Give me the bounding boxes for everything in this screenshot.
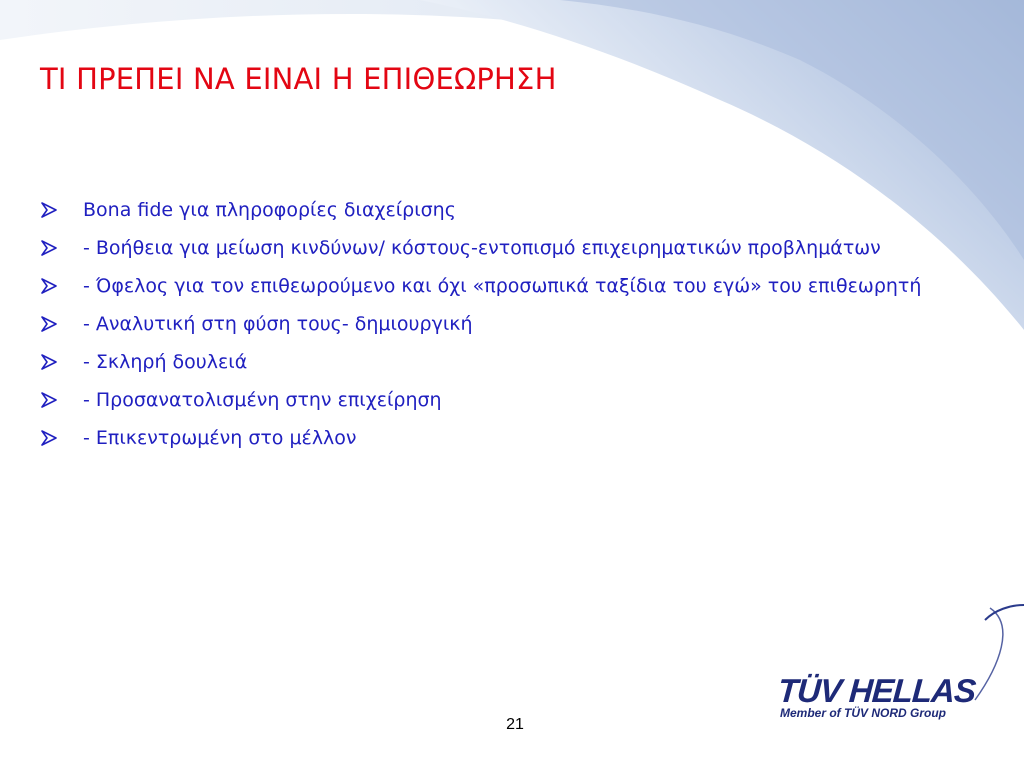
arrow-bullet-icon [40, 430, 58, 446]
bullet-list [40, 196, 980, 462]
list-item [40, 348, 980, 377]
list-item [40, 196, 980, 225]
arrow-bullet-icon [40, 316, 58, 332]
slide-title: ΤΙ ΠΡΕΠΕΙ ΝΑ ΕΙΝΑΙ Η ΕΠΙΘΕΩΡΗΣΗ [40, 62, 557, 96]
list-item [40, 424, 980, 453]
page-number: 21 [506, 716, 524, 733]
bullet-text: - Επικεντρωμένη στο μέλλον [83, 427, 357, 449]
arrow-bullet-icon [40, 392, 58, 408]
list-item [40, 272, 980, 301]
arrow-bullet-icon [40, 278, 58, 294]
bullet-text: - Σκληρή δουλειά [83, 351, 248, 373]
arrow-bullet-icon [40, 240, 58, 256]
bullet-text: - Όφελος για τον επιθεωρούμενο και όχι «προσωπικά ταξίδια του εγώ» του επιθεωρητή [83, 275, 922, 297]
arrow-bullet-icon [40, 354, 58, 370]
bullet-text: - Αναλυτική στη φύση τους- δημιουργική [83, 313, 473, 335]
list-item [40, 386, 980, 415]
tuv-hellas-logo [778, 672, 978, 724]
bullet-text: - Προσανατολισμένη στην επιχείρηση [83, 389, 442, 411]
logo-name: TÜV HELLAS [776, 672, 977, 709]
bullet-text: Bona fide για πληροφορίες διαχείρισης [83, 199, 456, 221]
logo-tagline: Member of TÜV NORD Group [780, 706, 947, 720]
list-item [40, 234, 980, 263]
list-item [40, 310, 980, 339]
arrow-bullet-icon [40, 202, 58, 218]
bullet-text: - Βοήθεια για μείωση κινδύνων/ κόστους-εντοπισμό επιχειρηματικών προβλημάτων [83, 237, 881, 259]
